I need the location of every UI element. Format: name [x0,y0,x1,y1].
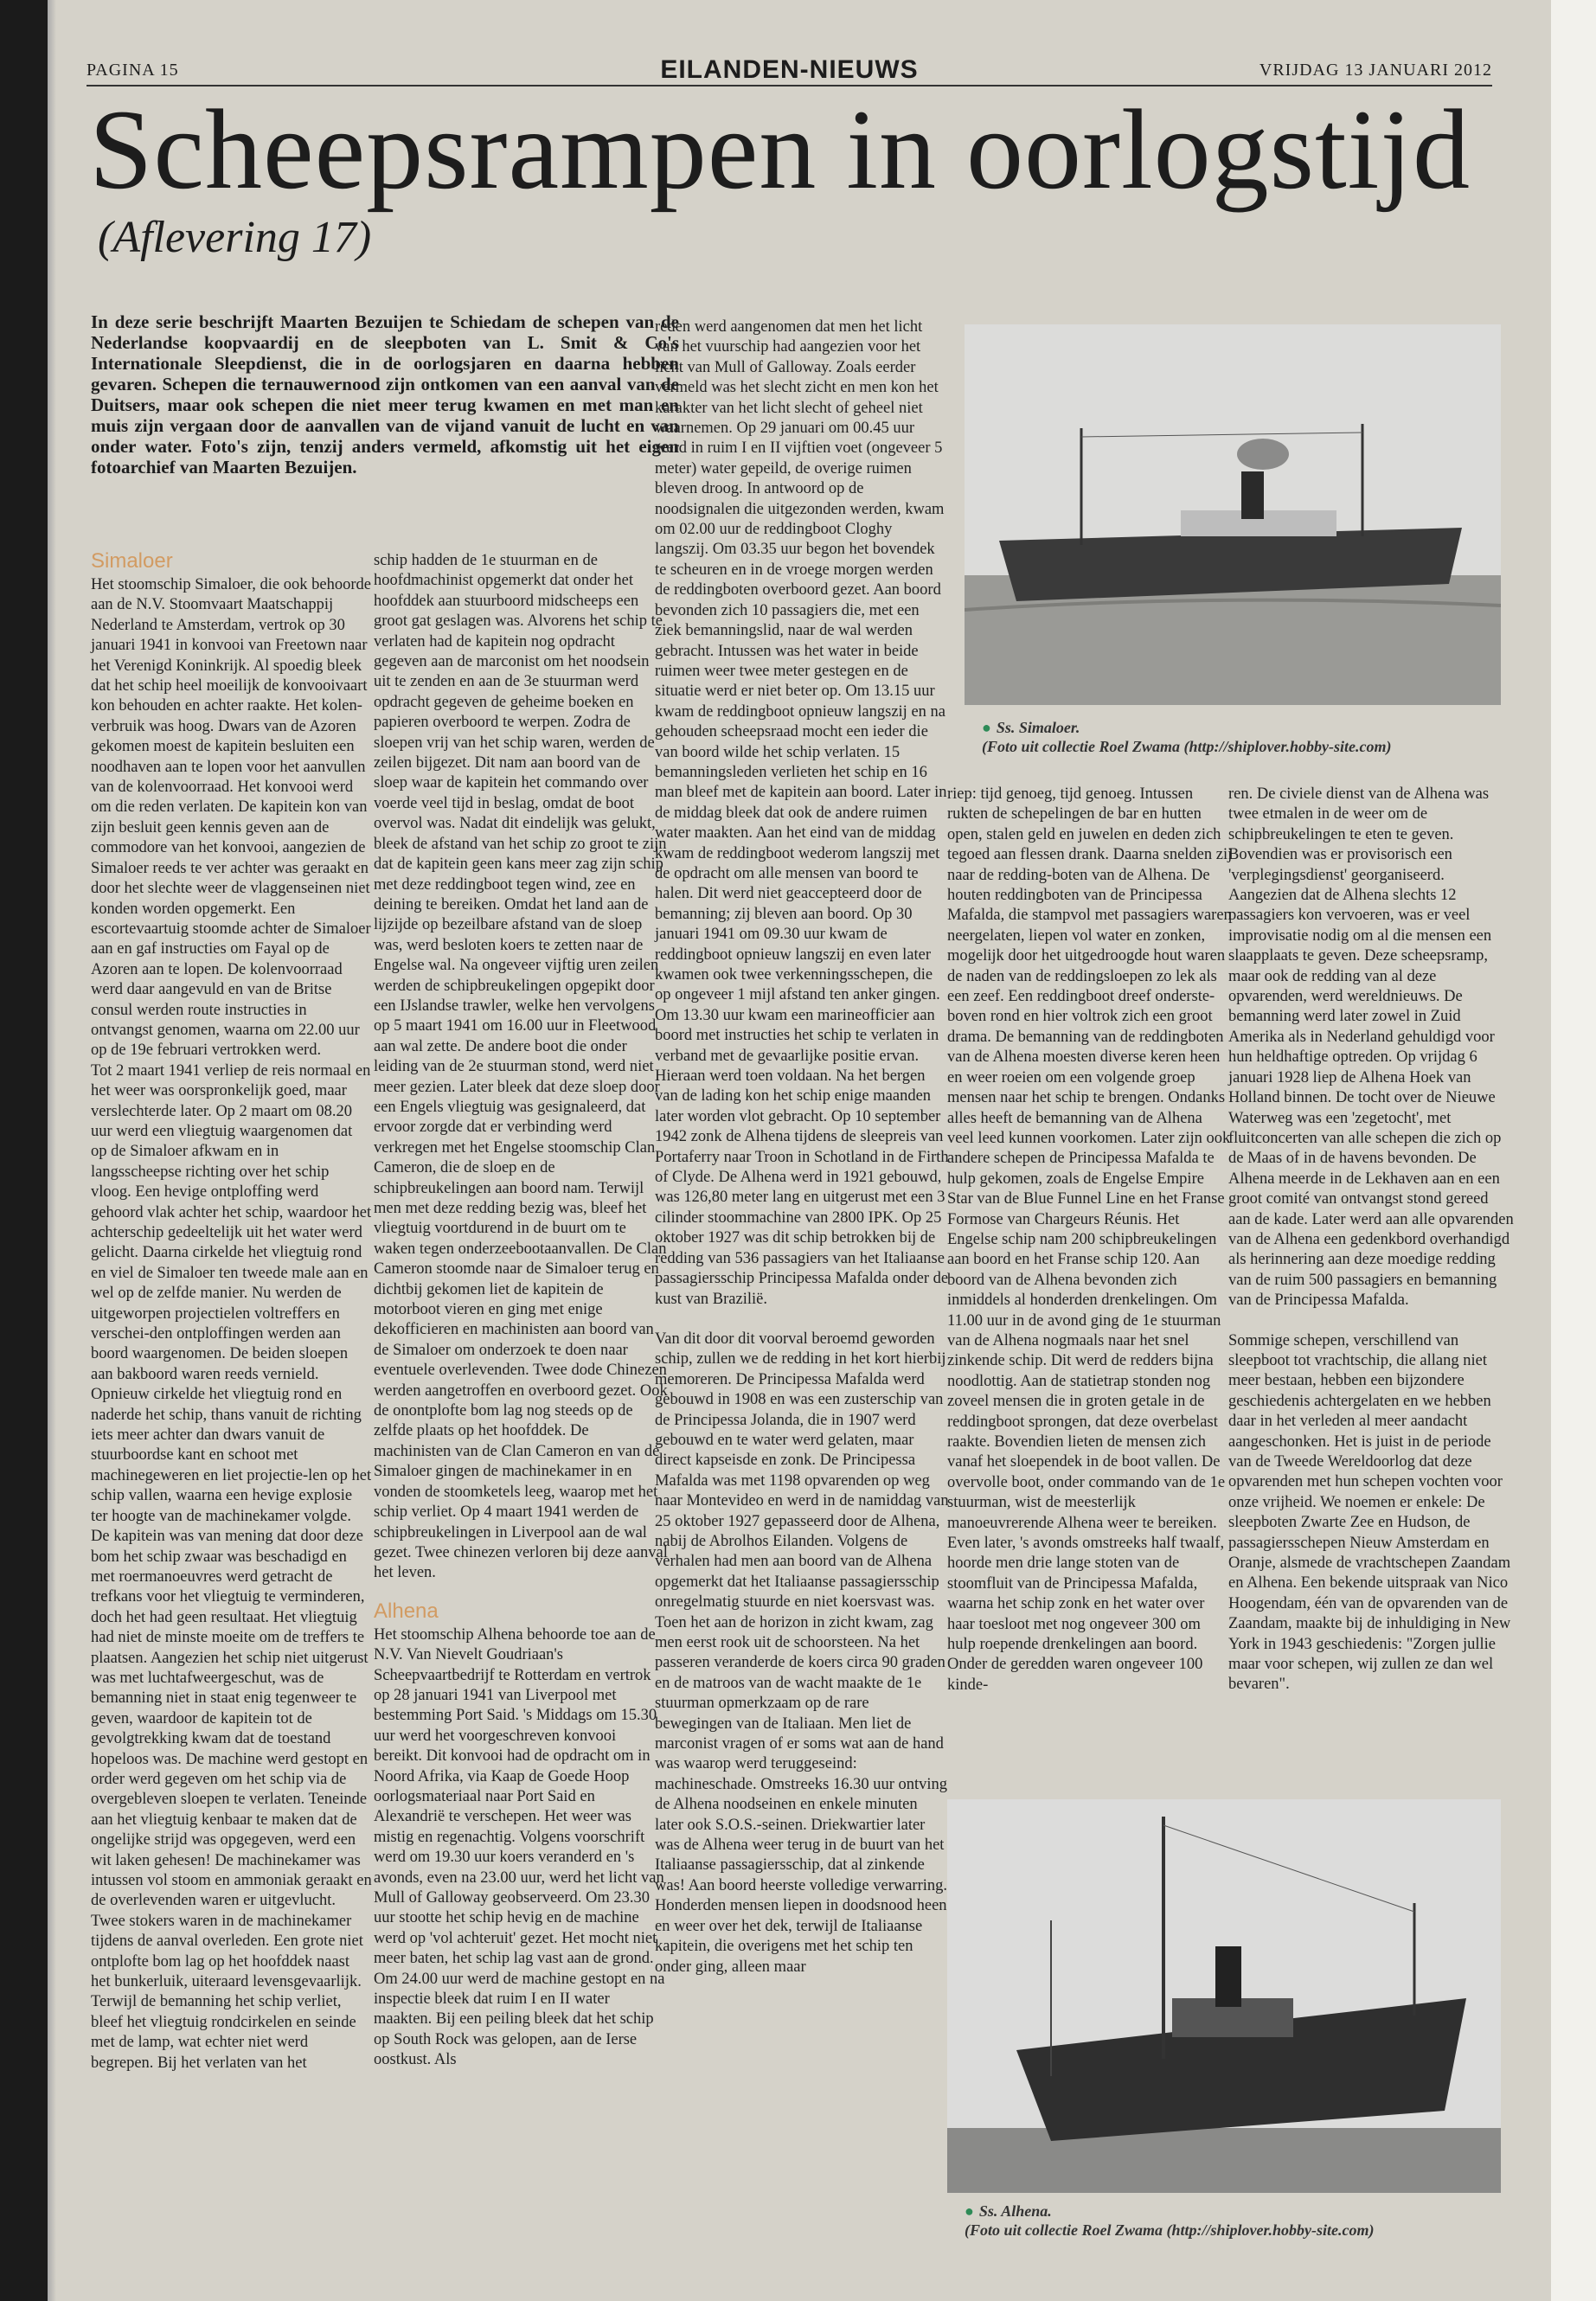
column-5-text: ren. De civiele dienst van de Alhena was twee etmalen in de weer om de schipbreukelingen te eten te geven. Bovendien was er provisorisch een 'verplegingsdienst' georganiseerd. Aangezien dat de Alhena slechts 12 passagiers kon vervoeren, was er veel improvisatie nodig om al die mensen een slaapplaats te geven. Deze scheepsramp, maar ook de redding van al deze opvarenden, werd wereldnieuws. De bemanning werd later zowel in Zuid Amerika als in Nederland gehuldigd voor hun heldhaftige optreden. Op vrijdag 6 januari 1928 liep de Alhena Hoek van Holland binnen. De tocht over de Nieuwe Waterweg was een 'zegetocht', met fluitconcerten van alle schepen die zich op de Maas of in de havens bevonden. De Alhena meerde in de Lekhaven aan en een groot comité van ontvangst stond gereed aan de kade. Later werd aan alle opvarenden van de Alhena een gedenkbord overhandigd als herinnering aan deze moedige redding van de ruim 500 passagiers en bemanning van de Principessa Mafalda. [1228,785,1514,1310]
caption-alhena [965,2202,1518,2240]
caption-simaloer-title: Ss. Simaloer. [996,719,1080,736]
caption-alhena-credit: (Foto uit collectie Roel Zwama (http://shiplover.hobby-site.com) [965,2221,1375,2239]
caption-alhena-title: Ss. Alhena. [978,2202,1052,2220]
page-header [87,54,1492,87]
column-5-text-continued: Sommige schepen, verschillend van sleepboot tot vrachtschip, die allang niet meer bestaan, hebben een bijzondere geschiedenis achtergelaten en we hebben daar in het verleden al meer aandacht aangeschonken. Het is juist in de periode van de Tweede Wereldoorlog dat deze opvarenden met hun schepen vochten voor onze vrijheid. We noemen er enkele: De sleepboten Zwarte Zee en Hudson, de passagiersschepen Nieuw Amsterdam en Oranje, alsmede de vrachtschepen Zaandam en Alhena. Een bekende uitspraak van Nico Hoogendam, één van de opvarenden van de Zaandam, maakte bij de inhuldiging in New York in 1943 geschiedenis: "Zorgen jullie maar voor schepen, wij zullen ze dan wel bevaren". [1228,1331,1511,1694]
column-5 [1228,785,1514,1695]
photo-simaloer [965,324,1501,705]
page-number: PAGINA 15 [87,61,179,80]
column-1-text-continued: Tot 2 maart 1941 verliep de reis normaal en het weer was oorspronkelijk goed, maar verslechterde later. Op 2 maart om 08.20 uur werd een vliegtuig waargenomen dat op de Simaloer afkwam en in langsscheepse richting over het schip vloog. Een hevige ontploffing werd gehoord vlak achter het schip, waardoor het achterschip gedeeltelijk uit het water werd gelicht. Daarna cirkelde het vliegtuig rond en viel de Simaloer ten tweede male aan en wel op de zelfde manier. Nu werden de uitgeworpen projectielen voltreffers en verschei-den ontploffingen werden aan boord waargenomen. De beiden sloepen aan bakboord waren reeds vernield. Opnieuw cirkelde het vliegtuig rond en naderde het schip, thans vanuit de richting iets meer achter dan dwars vanuit de stuurboordse kant en schoot met machinegeweren en liet projectie-len op het schip vallen, waarna een hevige explosie ter hoogte van de machinekamer volgde. De kapitein was van mening dat door deze bom het schip zwaar was beschadigd en met roermanoeuvres werd getracht de trefkans voor het vliegtuig te verminderen, doch het had geen resultaat. Het vliegtuig had niet de minste moeite om de treffers te plaatsen. Aangezien het schip niet uitgerust was met luchtafweergeschut, was de bemanning niet in staat enig tegenweer te geven, waardoor de kapitein tot de gevolgtrekking kwam dat de toestand hopeloos was. De machine werd gestopt en order werd gegeven om het schip via de overgebleven sloepen te verlaten. Teneinde aan het vliegtuig kenbaar te maken dat de ongelijke strijd was opgegeven, werd een wit laken gehesen! De machinekamer was intussen vol stoom en ammoniak geraakt en de overlevenden waren er uitgevlucht. Twee stokers waren in de machinekamer tijdens de aanval overleden. Een grote niet ontplofte bom lag op het hoofddek naast het bunkerluik, uiteraard levensgevaarlijk. Terwijl de bemanning het schip verliet, bleef het vliegtuig rondcirkelen en seinde met de lamp, wat echter niet werd begrepen. Bij het verlaten van het [91,1061,372,2072]
article-intro: In deze serie beschrijft Maarten Bezuijen te Schiedam de schepen van de Nederlandse koopvaardij en de sleepboten van L. Smit & Co's Internationale Sleepdienst, die in de oorlogsjaren en daarna hebben gevaren. Schepen die ternauwernood zijn ontkomen van een aanval van de Duitsers, maar ook schepen die niet meer terug kwamen en met man en muis zijn vergaan door de aanvallen van de vijand vanuit de lucht en van onder water. Foto's zijn, tenzij anders vermeld, afkomstig uit het eigen fotoarchief van Maarten Bezuijen. [91,311,679,478]
caption-simaloer [982,718,1518,756]
page-fold-shadow [48,0,56,2301]
ship-image-alhena [947,1799,1501,2193]
column-4 [947,785,1233,1695]
section-heading-simaloer: Simaloer [91,549,173,573]
newspaper-name: EILANDEN-NIEUWS [660,55,919,84]
article-subtitle: (Aflevering 17) [98,213,372,262]
column-3-text-continued: Van dit door dit voorval beroemd geworden schip, zullen we de redding in het kort hierbij memoreren. De Principessa Mafalda werd gebouwd in 1908 en was een zusterschip van de Principessa Jolanda, die in 1907 werd gebouwd en te water werd gelaten, maar direct kapseisde en zonk. De Principessa Mafalda was met 1198 opvarenden op weg naar Montevideo en werd in de namiddag van 25 oktober 1927 gepasseerd door de Alhena, nabij de Abrolhos Eilanden. Volgens de verhalen had men aan boord van de Alhena opgemerkt dat het Italiaanse passagiersschip onregelmatig stuurde en niet koersvast was. Toen het aan de horizon in zicht kwam, zag men eerst rook uit de schoorsteen. Na het passeren veranderde de koers circa 90 graden en de matroos van de wacht maakte de 1e stuurman opmerkzaam op de rare bewegingen van de Italiaan. Men liet de marconist vragen of er soms wat aan de hand was waarop werd teruggeseind: machineschade. Omstreeks 16.30 uur ontving de Alhena noodseinen en enkele minuten later ook S.O.S.-seinen. Driekwartier later was de Alhena weer terug in de buurt van het Italiaanse passagiersschip, dat al zinkende was! Aan boord heerste volledige verwarring. Honderden mensen liepen in doodsnood heen en weer over het dek, terwijl de Italiaanse kapitein, die overigens met het schip ten onder ging, alleen maar [655,1330,949,1976]
column-2 [374,551,668,2071]
column-4-text: riep: tijd genoeg, tijd genoeg. Intussen rukten de schepelingen de bar en hutten open, stalen geld en juwelen en deden zich tegoed aan flessen drank. Daarna snelden zij naar de redding-boten van de Alhena. De houten reddingboten van de Principessa Mafalda, die stampvol met passagiers waren neergelaten, liepen vol water en zonken, mogelijk door het uitgedroogde hout waren de naden van de reddingsloepen zo lek als een zeef. Een reddingboot dreef onderste-boven rond en hier voltrok zich een groot drama. De bemanning van de reddingboten van de Alhena moesten diverse keren heen en weer roeien om een volgende groep mensen naar het schip te brengen. Ondanks alles heeft de bemanning van de Alhena veel leed kunnen voorkomen. Later zijn ook andere schepen de Principessa Mafalda te hulp gekomen, zoals de Engelse Empire Star van de Blue Funnel Line en het Franse Formose van Chargeurs Réunis. Het Engelse schip nam 200 schipbreukelingen aan boord en het Franse schip 120. Aan boord van de Alhena bevonden zich inmiddels al honderden drenkelingen. Om 11.00 uur in de avond ging de 1e stuurman van de Alhena nogmaals naar het snel zinkende schip. Dit werd de redders bijna noodlottig. Aan de statietrap stonden nog zoveel mensen die in groten getale in de reddingboot sprongen, dat deze overbelast raakte. Bovendien lieten de mensen zich vanaf het sloependek in de boot vallen. De overvolle boot, onder commando van de 1e stuurman, wist de meesterlijk manoeuvrerende Alhena weer te bereiken. Even later, 's avonds omstreeks half twaalf, hoorde men drie lange stoten van de stoomfluit van de Principessa Mafalda, waarna het schip zonk en het water over haar toesloot met nog ongeveer 300 om hulp roepende drenkelingen aan boord. Onder de geredden waren ongeveer 100 kinde- [947,785,1233,1694]
caption-bullet-icon: ● [965,2202,974,2220]
caption-bullet-icon: ● [982,719,991,736]
section-heading-alhena: Alhena [374,1599,439,1623]
column-1-text: Het stoomschip Simaloer, die ook behoorde aan de N.V. Stoomvaart Maatschappij Nederland te Amsterdam, vertrok op 30 januari 1941 in konvooi van Freetown naar het Verenigd Koninkrijk. Al spoedig bleek dat het schip heel moeilijk de konvooivaart kon behouden en achter raakte. Het kolen- verbruik was hoog. Dwars van de Azoren gekomen moest de kapitein besluiten een noodhaven aan te lopen voor het aanvullen van de kolenvoorraad. Het konvooi werd om die reden verlaten. De kapitein kon van zijn besluit geen kennis geven aan de commodore van het konvooi, aangezien de Simaloer reeds te ver achter was geraakt en door het slechte weer de vlaggenseinen niet konden worden opgemerkt. Een escortevaartuig stoomde achter de Simaloer aan en gaf instructies om Fayal op de Azoren aan te lopen. De kolenvoorraad werd daar aangevuld en van de Britse consul werden route instructies in ontvangst genomen, waarna om 22.00 uur op de 19e februari vertrokken werd. [91,576,371,1060]
ship-image-simaloer [965,324,1501,705]
caption-simaloer-credit: (Foto uit collectie Roel Zwama (http://shiplover.hobby-site.com) [982,738,1392,755]
page-edge [1551,0,1596,2301]
column-1 [91,549,372,2073]
column-3-text: reden werd aangenomen dat men het licht van het vuurschip had aangezien voor het licht van Mull of Galloway. Zoals eerder vermeld was het slecht zicht en men kon het karakter van het licht slecht of geheel niet waarnemen. Op 29 januari om 00.45 uur werd in ruim I en II vijftien voet (ongeveer 5 meter) water gepeild, de overige ruimen bleven droog. In antwoord op de noodsignalen die uitgezonden werden, kwam om 02.00 uur de reddingboot Cloghy langszij. Om 03.35 uur begon het bovendek te scheuren en in de vroege morgen werden de reddingboten overboord gezet. Aan boord bevonden zich 10 passagiers die, met een ziek bemanningslid, naar de wal werden gebracht. Intussen was het water in beide ruimen weer twee meter gestegen en de situatie werd er niet beter op. Om 13.15 uur kwam de reddingboot opnieuw langszij en na gehouden scheepsraad mocht een ieder die van boord wilde het schip verlaten. 15 bemanningsleden verlieten het schip en 16 man bleef met de kapitein aan boord. Later in de middag bleek dat ook de andere ruimen water maakten. Aan het eind van de middag kwam de reddingboot wederom langszij met de opdracht om alle mensen van boord te halen. Dit werd niet geaccepteerd door de bemanning; zij bleven aan boord. Op 30 januari 1941 om 09.30 uur kwam de reddingboot opnieuw langszij en even later kwamen ook twee verkenningsschepen, die op ongeveer 1 mijl afstand ten anker gingen. Om 13.30 uur kwam een marineofficier aan boord met instructies het schip te verlaten in verband met de gevaarlijke positie ervan. Hieraan werd toen voldaan. Na het bergen van de lading kon het schip enige maanden later worden vlot gebracht. Op 10 september 1942 zonk de Alhena tijdens de sleepreis van Portaferry naar Troon in Schotland in de Firth of Clyde. De Alhena werd in 1921 gebouwd, was 126,80 meter lang en uitgerust met een 3 cilinder stoommachine van 2800 IPK. Op 25 oktober 1927 was dit schip betrokken bij de redding van 536 passagiers van het Italiaanse passagiersschip Principessa Mafalda onder de kust van Brazilië. [655,318,949,1308]
article-title: Scheepsrampen in oorlogstijd [89,86,1471,213]
column-2-text: schip hadden de 1e stuurman en de hoofdmachinist opgemerkt dat onder het hoofddek aan stuurboord midscheeps een groot gat geslagen was. Alvorens het schip te verlaten had de kapitein nog opdracht gegeven aan de marconist om het noodsein uit te zenden en aan de 3e stuurman werd opdracht gegeven de geheime boeken en papieren overboord te werpen. Zodra de sloepen vrij van het schip waren, werden de zeilen bijgezet. Dit nam aan boord van de sloep waar de kapitein het commando over voerde veel tijd in beslag, omdat de boot overvol was. Nadat dit eindelijk was gelukt, bleek de afstand van het schip zo groot te zijn dat de kapitein geen kans meer zag zijn schip met deze reddingboot tegen wind, zee en deining te bereiken. Omdat het land aan de lijzijde op bezeilbare afstand van de sloep was, werd besloten koers te zetten naar de Engelse wal. Na ongeveer vijftig uren zeilen werden de schipbreukelingen opgepikt door een IJslandse trawler, welke hen vervolgens op 5 maart 1941 om 16.00 uur in Fleetwood aan wal zette. De andere boot die onder leiding van de 2e stuurman stond, werd niet meer gezien. Later bleek dat deze sloep door een Engels vliegtuig was gesignaleerd, dat ervoor zorgde dat er verbinding werd verkregen met het Engelse stoomschip Clan Cameron, die de sloep en de schipbreukelingen aan boord nam. Terwijl men met deze redding bezig was, bleef het vliegtuig voortdurend in de buurt om te waken tegen onderzeebootaanvallen. De Clan Cameron stoomde naar de Simaloer terug en dichtbij gekomen liet de kapitein de motorboot vieren en ging met enige dekofficieren en machinisten aan boord van de Simaloer om onderzoek te doen naar eventuele overlevenden. Twee dode Chinezen werden aangetroffen en overboord gezet. Ook de onontplofte bom lag nog steeds op de zelfde plaats op het hoofddek. De machinisten van de Clan Cameron en van de Simaloer gingen de machinekamer in en vonden de stoomketels leeg, waarop met het schip verliet. Op 4 maart 1941 werden de schipbreukelingen in Liverpool aan de wal gezet. Twee chinezen verloren bij deze aanval het leven. [374,552,668,1582]
column-3 [655,317,949,1977]
photo-alhena [947,1799,1501,2193]
column-2-text-continued: Het stoomschip Alhena behoorde toe aan de N.V. Van Nievelt Goudriaan's Scheepvaartbedrijf te Rotterdam en vertrok op 28 januari 1941 van Liverpool met bestemming Port Said. 's Middags om 15.30 uur werd het voorgeschreven konvooi bereikt. Dit konvooi had de opdracht om in Noord Afrika, via Kaap de Goede Hoop oorlogsmateriaal naar Port Said en Alexandrië te verschepen. Het weer was mistig en regenachtig. Volgens voorschrift werd om 19.30 uur koers veranderd en 's avonds, even na 23.00 uur, werd het licht van Mull of Galloway geobserveerd. Om 23.30 uur stootte het schip hevig en de machine werd op 'vol achteruit' gezet. Het mocht niet meer baten, het schip lag vast aan de grond. Om 24.00 uur werd de machine gestopt en na inspectie bleek dat ruim I en II water maakten. Bij een peiling bleek dat het schip op South Rock was gelopen, aan de Ierse oostkust. Als [374,1625,665,2069]
newspaper-page [48,0,1551,2301]
issue-date: VRIJDAG 13 JANUARI 2012 [1259,61,1492,80]
